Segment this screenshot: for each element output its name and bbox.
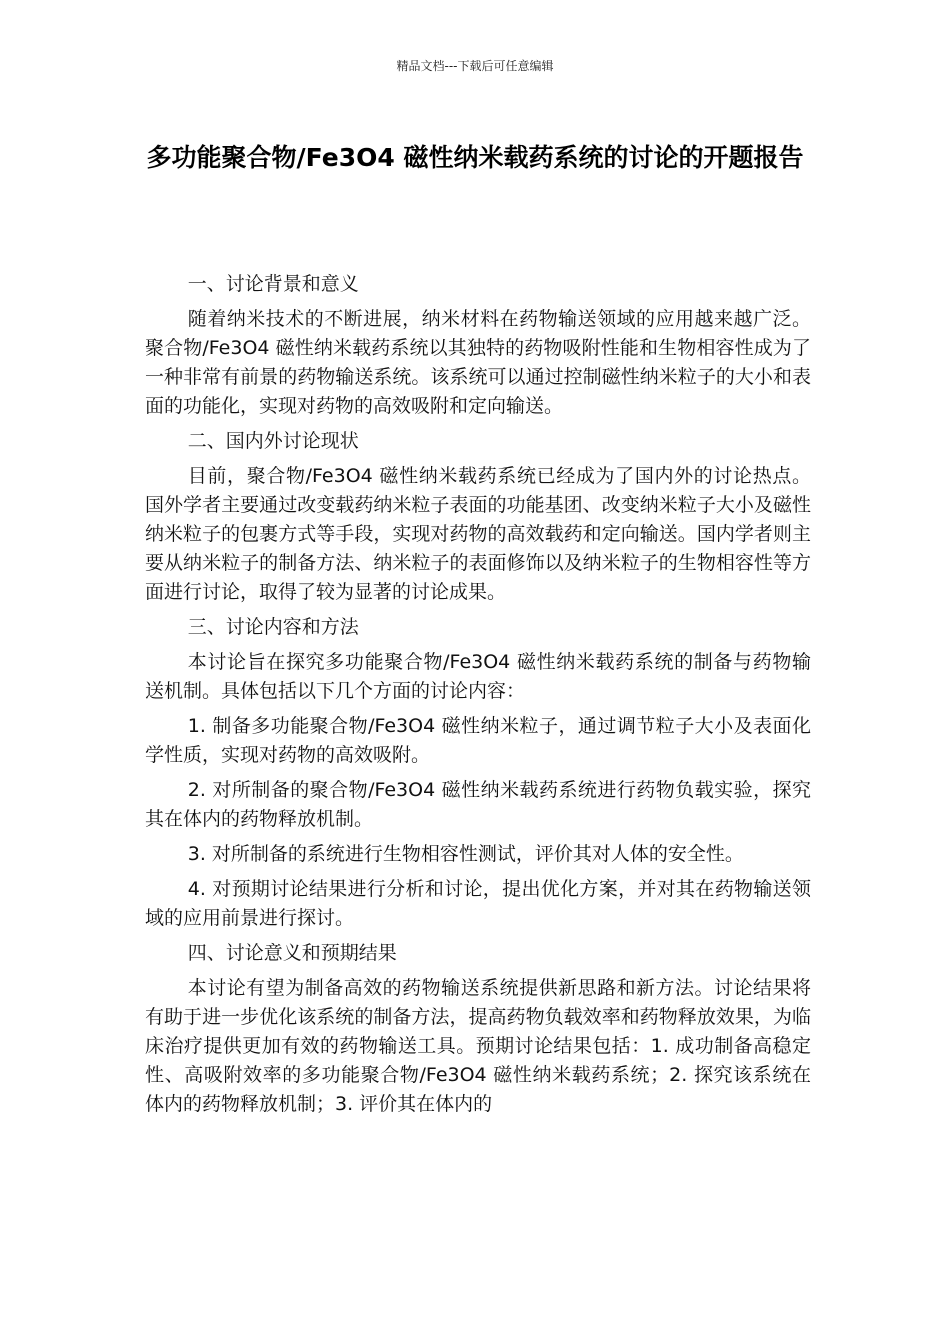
section-3-heading: 三、讨论内容和方法 xyxy=(187,616,359,638)
section-2-heading: 二、国内外讨论现状 xyxy=(187,430,359,452)
page-header: 精品文档---下载后可任意编辑 xyxy=(396,59,554,73)
section-3-item-4: 4. 对预期讨论结果进行分析和讨论，提出优化方案，并对其在药物输送领域的应用前景进行探讨。 xyxy=(145,878,811,929)
section-3-item-1: 1. 制备多功能聚合物/Fe3O4 磁性纳米粒子，通过调节粒子大小及表面化学性质，实现对药物的高效吸附。 xyxy=(145,715,811,766)
section-4-paragraph: 本讨论有望为制备高效的药物输送系统提供新思路和新方法。讨论结果将有助于进一步优化该系统的制备方法，提高药物负载效率和药物释放效果，为临床治疗提供更加有效的药物输送工具。预期讨论结果包括：1. 成功制备高稳定性、高吸附效率的多功能聚合物/Fe3O4 磁性纳米载药系统；2. 探究该系统在体内的药物释放机制；3. 评价其在体内的 xyxy=(145,977,811,1115)
section-1-paragraph: 随着纳米技术的不断进展，纳米材料在药物输送领域的应用越来越广泛。聚合物/Fe3O4 磁性纳米载药系统以其独特的药物吸附性能和生物相容性成为了一种非常有前景的药物输送系统。该系统可以通过控制磁性纳米粒子的大小和表面的功能化，实现对药物的高效吸附和定向输送。 xyxy=(145,308,811,417)
section-3-item-3: 3. 对所制备的系统进行生物相容性测试，评价其对人体的安全性。 xyxy=(187,843,744,865)
section-3-item-2: 2. 对所制备的聚合物/Fe3O4 磁性纳米载药系统进行药物负载实验，探究其在体内的药物释放机制。 xyxy=(145,779,811,830)
section-1-heading: 一、讨论背景和意义 xyxy=(187,273,359,295)
section-3-paragraph: 本讨论旨在探究多功能聚合物/Fe3O4 磁性纳米载药系统的制备与药物输送机制。具体包括以下几个方面的讨论内容： xyxy=(145,651,811,702)
document-body xyxy=(145,270,811,1125)
document-title: 多功能聚合物/Fe3O4 磁性纳米载药系统的讨论的开题报告 xyxy=(146,143,804,172)
section-2-paragraph: 目前，聚合物/Fe3O4 磁性纳米载药系统已经成为了国内外的讨论热点。国外学者主要通过改变载药纳米粒子表面的功能基团、改变纳米粒子大小及磁性纳米粒子的包裹方式等手段，实现对药物的高效载药和定向输送。国内学者则主要从纳米粒子的制备方法、纳米粒子的表面修饰以及纳米粒子的生物相容性等方面进行讨论，取得了较为显著的讨论成果。 xyxy=(145,465,811,603)
section-4-heading: 四、讨论意义和预期结果 xyxy=(187,942,397,964)
